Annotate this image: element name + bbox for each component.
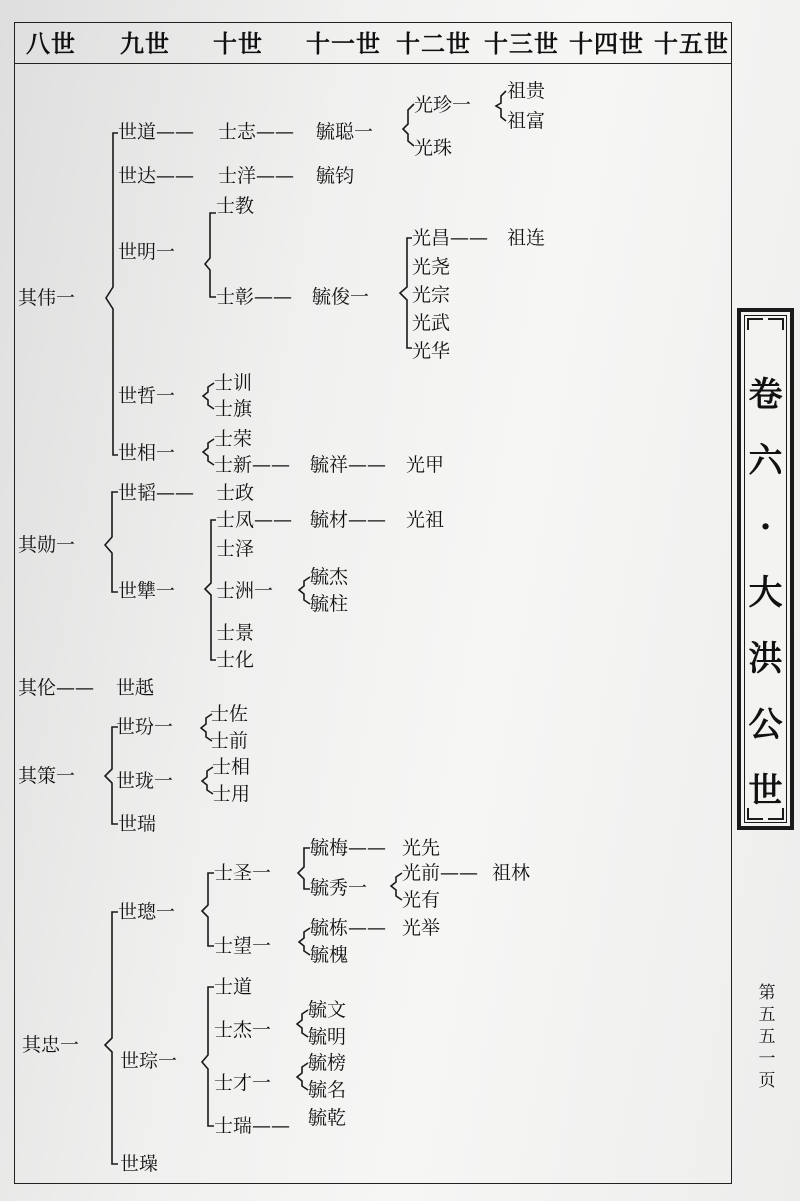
bracket-line <box>205 213 216 297</box>
tree-node: 毓明 <box>308 1026 347 1048</box>
tree-node: 光祖 <box>406 509 445 531</box>
tree-node: 光举 <box>402 917 441 939</box>
page-number <box>752 982 782 1092</box>
volume-title-char: · <box>759 507 772 547</box>
tree-node: 士佐 <box>210 703 249 725</box>
tree-node: 光先 <box>402 837 441 859</box>
bracket-line <box>297 1010 308 1037</box>
tree-node: 祖连 <box>507 227 546 249</box>
tree-node: 士才一 <box>214 1072 272 1094</box>
page-number-char: 一 <box>758 1049 776 1069</box>
page-number-char: 页 <box>758 1071 776 1091</box>
volume-title-char: 洪 <box>748 639 783 679</box>
volume-title-char: 公 <box>748 705 783 745</box>
tree-node: 毓祥—— <box>310 454 387 476</box>
generation-header-13: 十三世 <box>484 29 559 58</box>
tree-node: 士望一 <box>214 935 272 957</box>
tree-node: 士前 <box>210 730 249 752</box>
page-number-char: 第 <box>758 983 776 1003</box>
tree-node: 光昌—— <box>412 227 489 249</box>
tree-node: 祖贵 <box>507 80 546 102</box>
tree-node: 世明一 <box>118 241 176 263</box>
tree-node: 世璪 <box>120 1153 159 1175</box>
tree-node: 世哲一 <box>118 385 176 407</box>
bracket-line <box>203 439 214 465</box>
tree-node: 世璁一 <box>118 901 176 923</box>
tree-node: 光武 <box>412 312 451 334</box>
bracket-line <box>299 928 310 955</box>
bracket-line <box>205 520 216 660</box>
generation-header-12: 十二世 <box>396 29 471 58</box>
tree-node: 士化 <box>216 649 255 671</box>
tree-node: 士政 <box>216 482 255 504</box>
tree-node: 世珑一 <box>116 770 174 792</box>
bracket-line <box>203 383 214 409</box>
bracket-line <box>298 848 310 889</box>
bracket-line <box>105 912 118 1164</box>
tree-node: 士瑞—— <box>214 1115 291 1137</box>
generation-header-11: 十一世 <box>306 29 381 58</box>
tree-node: 其勋一 <box>18 534 76 556</box>
bracket-line <box>297 1063 308 1090</box>
tree-node: 士新—— <box>214 454 291 476</box>
tree-node: 士荣 <box>214 428 253 450</box>
tree-node: 光有 <box>402 889 441 911</box>
bracket-line <box>400 238 412 348</box>
volume-title-char: 六 <box>748 441 783 481</box>
tree-node: 士教 <box>216 195 255 217</box>
tree-node: 世达—— <box>118 165 195 187</box>
tree-node: 士景 <box>216 622 255 644</box>
tree-node: 世道—— <box>118 121 195 143</box>
bracket-line <box>106 133 118 455</box>
tree-node: 光尧 <box>412 256 451 278</box>
bracket-line <box>403 104 414 146</box>
panel-corner-ornament <box>747 318 763 330</box>
tree-node: 毓俊一 <box>312 286 370 308</box>
page-number-char: 五 <box>758 1027 776 1047</box>
tree-node: 毓聪一 <box>316 121 374 143</box>
volume-title-char: 卷 <box>748 375 783 415</box>
tree-node: 毓栋—— <box>310 917 387 939</box>
tree-node: 毓名 <box>308 1079 347 1101</box>
tree-node: 世犨一 <box>118 580 176 602</box>
bracket-line <box>202 987 214 1126</box>
tree-node: 世相一 <box>118 442 176 464</box>
tree-node: 光宗 <box>412 284 451 306</box>
generation-header-8: 八世 <box>26 29 76 58</box>
tree-node: 士凤—— <box>216 509 293 531</box>
generation-header-9: 九世 <box>120 29 170 58</box>
tree-node: 士旗 <box>214 398 253 420</box>
tree-node: 光甲 <box>406 454 445 476</box>
tree-node: 毓秀一 <box>310 877 368 899</box>
bracket-line <box>496 91 506 121</box>
tree-node: 士训 <box>214 372 253 394</box>
tree-node: 毓槐 <box>310 944 349 966</box>
tree-node: 士道 <box>214 976 253 998</box>
tree-node: 士彰—— <box>216 286 293 308</box>
tree-node: 祖林 <box>492 862 531 884</box>
volume-title-char: 世 <box>748 771 783 811</box>
tree-node: 士杰一 <box>214 1019 272 1041</box>
volume-title <box>741 362 790 824</box>
generation-header-10: 十世 <box>213 29 263 58</box>
tree-node: 士洲一 <box>216 580 274 602</box>
tree-node: 世赿 <box>116 677 155 699</box>
bracket-line <box>202 873 214 946</box>
tree-node: 士泽 <box>216 538 255 560</box>
tree-node: 其伟一 <box>18 287 76 309</box>
tree-node: 其伦—— <box>18 677 95 699</box>
tree-node: 毓乾 <box>308 1107 347 1129</box>
generation-header-15: 十五世 <box>654 29 729 58</box>
tree-node: 毓钧 <box>316 165 355 187</box>
tree-node: 士志—— <box>218 121 295 143</box>
volume-title-char: 大 <box>748 573 783 613</box>
tree-node: 士相 <box>212 756 251 778</box>
tree-node: 世瑞 <box>118 813 157 835</box>
tree-node: 光华 <box>412 340 451 362</box>
generation-header-14: 十四世 <box>569 29 644 58</box>
tree-node: 毓材—— <box>310 509 387 531</box>
tree-node: 光珠 <box>414 137 453 159</box>
tree-node: 其策一 <box>18 765 76 787</box>
tree-node: 毓梅—— <box>310 837 387 859</box>
tree-node: 世玢一 <box>116 716 174 738</box>
volume-title-panel <box>737 308 794 830</box>
page-number-char: 五 <box>758 1005 776 1025</box>
tree-node: 其忠一 <box>22 1034 80 1056</box>
tree-node: 毓柱 <box>310 593 349 615</box>
tree-node: 士用 <box>212 783 251 805</box>
panel-corner-ornament <box>768 318 784 330</box>
tree-node: 毓文 <box>308 999 347 1021</box>
tree-node: 世韬—— <box>118 482 195 504</box>
tree-node: 毓杰 <box>310 566 349 588</box>
tree-node: 世琮一 <box>120 1050 178 1072</box>
tree-node: 士洋—— <box>218 165 295 187</box>
bracket-line <box>391 873 402 900</box>
tree-node: 士圣一 <box>214 862 272 884</box>
bracket-line <box>299 577 310 604</box>
tree-node: 祖富 <box>507 110 546 132</box>
bracket-line <box>105 492 118 592</box>
tree-node: 光珍一 <box>414 94 472 116</box>
tree-node: 光前—— <box>402 862 479 884</box>
tree-node: 毓榜 <box>308 1052 347 1074</box>
